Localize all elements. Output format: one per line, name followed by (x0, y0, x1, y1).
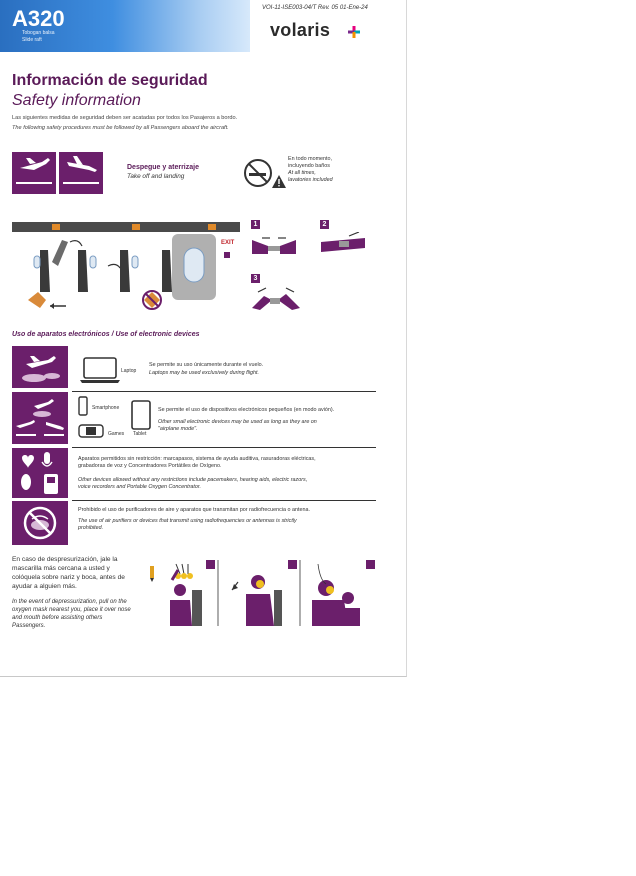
oxygen-mask-instructions-es: En caso de despresurización, jale la mascarilla más cercana a usted y colóquela sobre nariz y boca, antes de ayudar a alguien más. (12, 556, 125, 590)
raft-label-en: Slide raft (22, 37, 42, 43)
no-smoking-text (288, 156, 333, 184)
tablet-icon (130, 400, 152, 430)
medical-devices-panel (12, 448, 68, 498)
step-number-3: 3 (251, 274, 260, 283)
takeoff-label-en: Take off and landing (127, 173, 185, 180)
prohibited-devices-en-2: prohibited. (78, 525, 104, 531)
prohibited-devices-en-1: The use of air purifiers or devices that transmit using radiofrequencies or antennas is strictly (78, 518, 297, 524)
prohibited-devices-es: Prohibido el uso de purificadores de aire y aparatos que transmitan por radiofrecuencia o antena. (78, 507, 310, 513)
exit-sign: EXIT (221, 240, 235, 246)
no-smoking-es-2: incluyendo baños (288, 163, 330, 169)
small-devices-en-1: Other small electronic devices may be used as long as they are on (158, 419, 317, 425)
safety-card (0, 0, 407, 677)
tablet-label: Tablet (133, 431, 147, 437)
oxygen-mask-instructions-en: In the event of depressurization, pull on the oxygen mask nearest you, place it over nose and mouth before assisting others Passengers. (12, 599, 131, 629)
document-reference: VOI-11-ISE003-04/T Rev. 05 01-Ene-24 (262, 5, 368, 11)
page-title-es: Información de seguridad (12, 72, 208, 89)
smartphone-icon (78, 396, 88, 416)
brand-logo: volaris (270, 20, 331, 40)
no-smoking-icon (242, 157, 286, 191)
devices-section-title: Uso de aparatos electrónicos / Use of electronic devices (12, 331, 200, 338)
plane-clouds-icon (12, 346, 68, 388)
raft-label-es: Tobogan balsa (22, 30, 55, 36)
prohibited-devices-panel (12, 501, 68, 545)
seatbelt-line (16, 182, 52, 184)
laptop-label: Laptop (121, 368, 137, 374)
seat-position-illustration (12, 222, 242, 314)
seatbelt-fasten-icon (250, 232, 298, 256)
no-air-purifier-icon (12, 501, 68, 545)
smartphone-label: Smartphone (92, 405, 120, 411)
laptop-rule-en: Laptops may be used exclusively during flight. (149, 370, 259, 376)
seatbelt-release-icon (250, 286, 302, 310)
takeoff-label-es: Despegue y aterrizaje (127, 164, 199, 171)
allowed-devices-en-2: voice recorders and Portable Oxygen Concentrator. (78, 484, 201, 490)
intro-text-en: The following safety procedures must be followed by all Passengers aboard the aircraft. (12, 125, 229, 131)
laptop-icon (80, 356, 122, 384)
devices-takeoff-panel (12, 392, 68, 444)
takeoff-panel (12, 152, 56, 194)
game-console-icon (78, 424, 104, 438)
laptop-rule-es: Se permite su uso únicamente durante el vuelo. (149, 362, 264, 368)
allowed-devices-es-1: Aparatos permitidos sin restricción: marcapasos, sistema de ayuda auditiva, rasuradoras eléctricas, (78, 456, 316, 462)
games-label: Games (108, 431, 125, 437)
no-smoking-es-1: En todo momento, (288, 156, 333, 162)
divider (72, 447, 376, 448)
seatbelt-tighten-icon (319, 232, 367, 256)
page-title-en: Safety information (12, 92, 141, 109)
brand-plus-icon (348, 26, 360, 38)
small-devices-en-2: "airplane mode". (158, 426, 198, 432)
divider (72, 391, 376, 392)
no-smoking-en-2: lavatories included (288, 177, 333, 183)
medical-devices-icon (12, 448, 68, 498)
raft-label (22, 30, 55, 44)
allowed-devices-en-1: Other devices allowed without any restrictions include pacemakers, hearing aids, electric razors, (78, 477, 308, 483)
small-devices-es: Se permite el uso de dispositivos electrónicos pequeños (en modo avión). (158, 407, 335, 413)
divider (72, 500, 376, 501)
intro-text-es: Las siguientes medidas de seguridad deben ser acatadas por todos los Pasajeros a bordo. (12, 115, 238, 121)
step-number-2: 2 (320, 220, 329, 229)
oxygen-mask-illustration (148, 560, 378, 628)
devices-flight-panel (12, 346, 68, 388)
takeoff-landing-icon (12, 392, 68, 444)
no-smoking-en-1: At all times, (288, 170, 316, 176)
landing-panel (59, 152, 103, 194)
step-number-1: 1 (251, 220, 260, 229)
takeoff-plane-icon (12, 152, 56, 178)
aircraft-model: A320 (12, 6, 65, 31)
allowed-devices-es-2: grabadoras de voz y Concentradores Portátiles de Oxígeno. (78, 463, 222, 469)
landing-plane-icon (59, 152, 103, 178)
seatbelt-line (63, 182, 99, 184)
